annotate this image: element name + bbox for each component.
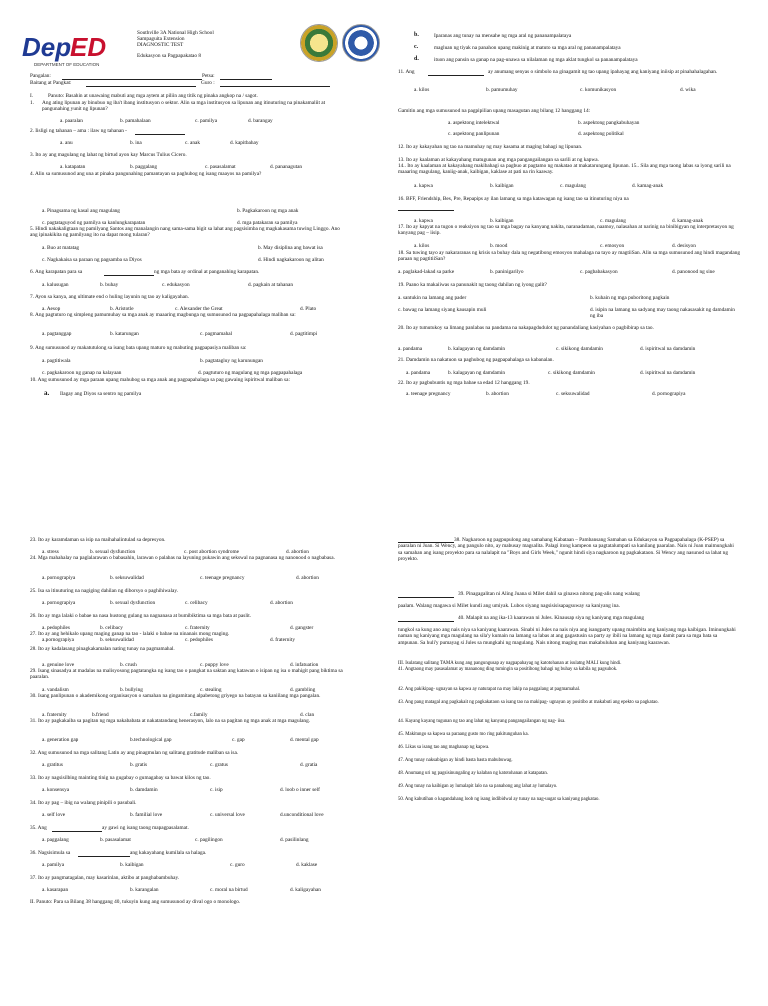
q15-choice-c[interactable]: c. magulang [560,183,586,189]
statement-45: 45. Makitungo sa kapwa sa paraang gusto mo ring pakitunguhan ka. [398,732,529,737]
q9-choice-a[interactable]: a. pagtitiwala [42,358,71,364]
q1-choice-c[interactable]: c. pamilya [195,118,218,124]
q27-choice-c[interactable]: c. pedophiles [185,637,213,643]
q14-15-text: 14.. Ito ay kaalaman at kakayahang makibahagi sa pagbuo at pagtamo ng makatao at makatarungang lipunan. 15.. Sila ang mga taong labas sa iyong sarili na maaaring magulang, kaniig-anak, kaibigan, kaklase at pati na rin kaaway. [398,163,731,176]
statement-46: 46. Likas sa isang tao ang maghanap ng kapwa. [398,745,490,750]
q36-choice-d[interactable]: d. kaklase [296,862,318,868]
q18-choice-c[interactable]: c. pagbabakasyon [580,269,618,275]
q5-text: 5. Hindi nakakaligtaan ng pamilyang Santos ang manalangin nang sama-sama bigit sa lahat ang pagsisimba ng magkakasama tuwing Linggo. Ano ang ipinakikita ng pamilyang ito na dapat mong tularan? [30,226,340,239]
q11-text-end: ay anumang senyas o simbolo na ginagamit ng tao upang ipahayag ang kaniyang iniisip at pinahahalagahan. [488,69,718,75]
q22-choice-c[interactable]: c. seksuwalidad [556,391,590,397]
q16-choice-b[interactable]: b. kaibigan [490,218,514,224]
q18-choice-d[interactable]: d. panonood ng sine [672,269,715,275]
q26-choice-c[interactable]: c. fraternity [185,625,210,631]
division-seal-right [342,24,380,62]
q3-text: 3. Ito ay ang magulang ng lahat ng birtud ayon kay Marcus Tulius Cicero. [30,152,187,158]
part2-instruction: II. Panuto: Para sa Bilang 38 hanggang 40, tukuyin kung ang sumusunod ay dival ogo o monologo. [30,899,241,905]
q26-text: 26. Ito ay mga lalaki o babae na nasa hustong gulang na nagnanasa at bumibiktima sa mga bata at paslit. [30,613,252,619]
q20-choice-b[interactable]: b. kalagayan ng damdamin [448,346,506,352]
q3-choice-a[interactable]: a. katapatan [60,164,86,170]
q23-choice-b[interactable]: b. sexual dysfunction [90,549,136,555]
q30-choice-c[interactable]: c.family [190,712,208,718]
q36-blank[interactable] [78,856,130,857]
q21-choice-b[interactable]: b. kalagayan ng damdamin [448,370,506,376]
q30-choice-a[interactable]: a. fraternity [42,712,67,718]
q34-text: 34. Ito ay pag – ibig na walang pinipili o pasubali. [30,800,137,806]
q40-blank[interactable] [398,621,454,622]
q37-text: 37. Ito ay pangmatagalan, may kasarinlan, aktibo at panghabambuhay. [30,875,180,881]
q27-choice-d[interactable]: d. fraternity [270,637,296,643]
q6-text-start: 6. Ang karapatan para sa [30,269,83,275]
q8-text: 8. Ang pagtuturo ng simpleng pamumuhay sa mga anak ay maaaring magbunga ng sumusunod na pagpapahalaga maliban sa: [30,312,296,318]
q6-blank[interactable] [104,275,154,276]
q7-choice-b[interactable]: b. Aristotle [110,306,134,312]
q6-choice-d[interactable]: d. pagkain at tahanan [248,282,294,288]
q16-choice-c[interactable]: c. magulang [600,218,626,224]
q10-choice-c-label[interactable]: c. [414,44,419,50]
q8-choice-d[interactable]: d. pagtitimpi [290,331,318,337]
q28-choice-b[interactable]: b. crush [120,662,137,668]
q20-choice-d[interactable]: d. ispiritwal na damdamin [640,346,696,352]
q34-choice-b[interactable]: b. familial love [130,812,163,818]
q2-blank[interactable] [135,134,185,135]
q3-choice-b[interactable]: b. paggalang [130,164,158,170]
q36-choice-c[interactable]: c. guro [230,862,245,868]
q27-choice-a[interactable]: a.pornograpiya [42,637,74,643]
q34-choice-d[interactable]: d.unconditional love [280,812,324,818]
q21-text: 21. Damdamin na nakatuon sa paghubog ng pagpapahalaga sa kabanalan. [398,357,554,363]
q1-choice-d[interactable]: d. barangay [248,118,273,124]
q6-text-end: ng mga bata ay ordinal at panganahing karapatan. [154,269,260,275]
q5-choice-b[interactable]: b. May disiplina ang bawat isa [258,245,323,251]
q12-14-option-c: c. aspektong panlipunan [448,131,500,137]
q11-text-start: 11. Ang [398,69,415,75]
statement-43: 43. Ang pang matagal ang pagkakait ng pagkakataon sa isang tao na makipag- ugnayan ay positibo at makabuti ang epekto sa pagkatao. [398,700,659,705]
q1-number: 1. [30,100,34,106]
statement-48: 48. Anumang uri ng pagsisinungaling ay kalaban ng katotohanan at katapatan. [398,771,548,776]
statement-41: 41. Angtaong may pasasalamat ay mananong ding tumingin sa positibong bahagi ng buhay sa kabila ng pagsubok. [398,667,618,672]
q12-14-option-d: d. aspektong politikal [578,131,624,137]
q37-choice-b[interactable]: b. karangalan [130,887,159,893]
q19-choice-a[interactable]: a. santukin na lamang ang pader [398,295,467,301]
q39-blank[interactable] [398,597,454,598]
q9-choice-d[interactable]: d. pagtuturo ng magulang ng mga pagpapahalaga [198,370,303,376]
q39-text-line2: paalam. Walang magawa si Milet kundi ang umiyak. Lubos siyang nagsisisisapagsuway sa kaniyang ina. [398,603,620,609]
q30-text: 30. Isang panlipunan o akademikong organisasyon o samahan na gingamitang alpabetong griyego na batayan sa kaniilang mga pangalan. [30,693,321,699]
q27-choice-b[interactable]: b. seksuwalidad [100,637,134,643]
q8-choice-a[interactable]: a. pagtanggap [42,331,72,337]
q7-choice-c[interactable]: c. Alexander the Great [175,306,223,312]
statement-49: 49. Ang tunay na kaibigan ay lumalapit lalo na sa panahong ang lahat ay lumalayo. [398,784,558,789]
q10-choice-a-label[interactable]: a. [44,389,50,397]
q16-text: 16. BFF, Friendship, Bes, Pre, Repapips ay ilan lamang sa mga katawagan ng isang tao sa itinuturing niya na [398,196,629,202]
q12-text: 12. Ito ay kakayahan ng tao na mamuhay ng may kasama at maging bahagi ng lipunan. [398,144,583,150]
q17-text: 17. Ito ay kapyat na tugon o reaksiyon ng tao sa mga bagay na kanyang nakita, naranadaman, naamoy, nalasahan at narinig na binibigyan ng interpretasyon ng kanyang pag – iisip. [398,224,734,237]
q12-14-option-b: b. aspektong pangkabuhayan [578,120,640,126]
q2-choice-a[interactable]: a. anu [60,140,73,146]
baitang-line[interactable] [86,86,196,87]
q37-choice-c[interactable]: c. moral na birtud [210,887,248,893]
q21-choice-c[interactable]: c. sikikong damdamin [548,370,595,376]
q23-choice-d[interactable]: d. abortion [286,549,309,555]
guro-line[interactable] [220,86,330,87]
statement-47: 47. Ang tunay naksabigan ay hindi basta basta mabubuwag. [398,758,513,763]
q26-choice-d[interactable]: d. gangster [290,625,314,631]
q31-choice-b[interactable]: b.technological gap [130,737,172,743]
q17-choice-b[interactable]: b. mood [490,243,508,249]
q4-choice-a[interactable]: a. Pinagsama ng kasal ang magulang [42,208,120,214]
part3-instruction: III. Isulatang salitang TAMA kung ang pangungusap ay nagpapahayag ng katotohanan at isulatng MALI kung hindi. [398,661,622,666]
q9-text: 9. Ang sumusunod ay makatutulong sa isang bata upang maturo ng mabuting pagpapasiya maliban sa: [30,345,247,351]
q20-choice-a[interactable]: a. pandama [398,346,423,352]
q6-choice-c[interactable]: c. edukasyon [162,282,190,288]
q18-choice-b[interactable]: b. paninigarilyo [490,269,524,275]
q10-choice-b[interactable]: Iparanas ang tunay na mensahe ng mga aral ng pananampalataya [434,33,572,39]
q16-blank[interactable] [398,210,454,211]
q32-choice-a[interactable]: a. gratitus [42,762,63,768]
deped-logo [20,26,107,72]
q29-choice-d[interactable]: d. gambling [290,687,316,693]
q22-choice-b[interactable]: b. abortion [486,391,509,397]
q17-choice-d[interactable]: d. desisyon [672,243,696,249]
q32-text: 32. Ang sumusunod na mga salitang Latin ay ang pinagmulan ng salitang gratitude maliban sa isa. [30,750,239,756]
q11-choice-c[interactable]: c. komunikasyon [580,87,617,93]
q28-choice-c[interactable]: c. puppy love [200,662,229,668]
q5-choice-d[interactable]: d. Hindi nagkakaroon ng alitan [258,257,324,263]
q33-choice-a[interactable]: a. konsensya [42,787,70,793]
q23-choice-a[interactable]: a. stress [42,549,59,555]
q20-choice-c[interactable]: c. sikikong damdamin [556,346,603,352]
q1-choice-a[interactable]: a. paaralan [60,118,83,124]
part1-instruction: Panuto: Basahin at unawaing mabuti ang mga aytem at piliin ang titik ng pinaka angkop na / sagot. [48,93,258,99]
q25-choice-a[interactable]: a. pornograpiya [42,600,76,606]
q26-choice-b[interactable]: b. celibacy [100,625,123,631]
q28-choice-d[interactable]: d. infatuation [290,662,319,668]
q32-choice-c[interactable]: c. gratus [210,762,228,768]
q22-text: 22. Ito ay pagbubuntis ng mga babae sa edad 12 hanggang 19. [398,380,530,386]
q13-text: 13. Ito ay kaalaman at kakayahang matugunan ang mga pangangailangan sa sarili at ng kapwa. [398,157,599,163]
q27-text: 27. Ito ay ang hehikalo upang maging ganap na tao - lalaki o babae na ninanais mong maging. [30,631,230,637]
q19-choice-d[interactable]: d. isipin na lamang na sadyang may taong nakasasakit ng damdamin ng iba [590,307,735,320]
school-name: Southville 3A National High School [137,30,214,36]
q20-text: 20. Ito ay tumutukoy sa limang panlabas na pandama na nakapagdudulot ng panandaliang kasiyahan o pagbibirap sa tao. [398,325,654,331]
q21-choice-a[interactable]: a. pandama [406,370,431,376]
q35-choice-c[interactable]: c. pagilingon [195,837,223,843]
q36-choice-a[interactable]: a. pamilya [42,862,65,868]
q10-choice-d[interactable]: ituon ang pansin sa ganap na pag-unawa sa nilalaman ng mga aklat tungkol sa pananampalataya [434,57,638,63]
q25-choice-d[interactable]: d. abortion [270,600,293,606]
school-extension: Sampaguita Extension [137,36,185,42]
q2-choice-d[interactable]: d. kapitbahay [230,140,259,146]
q36-text-end: ang kakayahang kumilala sa halaga. [130,850,207,856]
q23-choice-c[interactable]: c. post abortion syndrome [184,549,240,555]
q19-choice-b[interactable]: b. kuhain ng mga puboritong pagkain [590,295,670,301]
q11-choice-a[interactable]: a. kilos [414,87,430,93]
q18-text: 18. Sa tuwing tayo ay nakararanas ng krisis sa buhay dala ng negatibong emosyon mahalaga na tayo ay magtiiSan. Alin sa mga sumusunod ang hindi magandang paraan ng pagtitiiSan? [398,250,741,263]
svg-text:DEPARTMENT OF EDUCATION: DEPARTMENT OF EDUCATION [34,62,100,67]
q31-choice-a[interactable]: a. generation gap [42,737,79,743]
q24-choice-a[interactable]: a. pornograpiya [42,575,76,581]
q35-choice-d[interactable]: d. pasilinlang [280,837,309,843]
subject: Edukasyon sa Pagpapakatao 8 [137,53,201,59]
q37-choice-d[interactable]: d. kaligayahan [290,887,321,893]
q33-text: 33. Ito ay nagsisilbing mainting tinig na gugabay o gumagabay sa bawat kilos ng tao. [30,775,211,781]
petsa-label: Petsa: [202,73,215,79]
q30-choice-b[interactable]: b.friend [92,712,109,718]
q31-text: 31. Ito ay pagkakaiba sa pagitan ng mga nakababata at nakatatandang henerasyon, lalo na sa pagitan ng mga anak at mga magulang. [30,718,311,724]
petsa-line[interactable] [220,79,272,80]
q11-choice-d[interactable]: d. wika [680,87,696,93]
q29-choice-b[interactable]: b. bullying [120,687,143,693]
deped-logo-graphic [20,26,107,72]
q35-text-end: ay gawi ng isang taong mapagpasalamat. [102,825,189,831]
q7-choice-a[interactable]: a. Aesop [42,306,61,312]
q4-text: 4. Alin sa sumusunod ang una at pinaka pangunahing pamantayan sa paghubog ng isang maayos na pamilya? [30,171,262,177]
q10-choice-a[interactable]: Ilagay ang Diyos sa sentro ng pamilya [60,391,142,397]
q7-choice-d[interactable]: d. Plato [300,306,317,312]
q11-choice-b[interactable]: b. pamumuhay [486,87,518,93]
q8-choice-b[interactable]: b. katarungan [110,331,139,337]
q29-choice-a[interactable]: a. vandalism [42,687,69,693]
q24-choice-c[interactable]: c. teenage pregnancy [200,575,245,581]
q17-choice-a[interactable]: a. kilos [414,243,430,249]
q35-choice-a[interactable]: a. paggalang [42,837,69,843]
guro-label: Guro : [201,80,215,86]
q17-choice-c[interactable]: c. emosyon [600,243,625,249]
q22-choice-d[interactable]: d. pornograpiya [652,391,686,397]
q4-choice-d[interactable]: d. mga patakaran sa pamilya [237,220,298,226]
q32-choice-d[interactable]: d. gratia [300,762,318,768]
q21-choice-d[interactable]: d. ispiritwal na damdamin [640,370,696,376]
q15-choice-b[interactable]: b. kaibigan [490,183,514,189]
baitang-label: Baitang at Pangkat: [30,80,72,86]
part1-label: I. [30,93,34,99]
test-title: DIAGNOSTIC TEST [137,42,184,48]
q19-text: 19. Paano ka makaiiwas sa panunakit ng taong dahilan ng iyong galit? [398,282,547,288]
statement-44: 44. Kayang kayang tugunan ng tao ang lahat ng kanyang pangangailangan ng nag- iisa. [398,719,566,724]
q33-choice-c[interactable]: c. isip [210,787,223,793]
q10-choice-d-label[interactable]: d. [414,56,419,62]
q5-choice-a[interactable]: a. Buo at matatag [42,245,80,251]
q1-text: Ang ating lipunan ay binubuo ng iba't ibang institusyon o sektor. Alin sa mga institusyon sa lipunan ang itinuturing na pinakamaliit at pangunahing yunit ng lipunan? [42,100,326,113]
q1-choice-b[interactable]: b. pamahalaan [120,118,151,124]
q28-text: 28. Ito ay kadalasang pinagkakamalan nating tunay na pagmamahal. [30,646,175,652]
q40-text-rest: tungkol sa kung ano ang nais niya sa kaniyang kaarawan. Sinabi ni Jules na nais niya ang isangparty upang maimbita ang kaniyang mga kaibigan. Iminungkahi naman ng kaniyang mga magulang na sila'y kumain na lamang sa labas at ang gagastusin sa party ay ibili na lamang ng mga damit para sa mga bata sa ampunan. Sa huli'y pumayag si Jules sa mungkahi ng magulang. Nais nitong maging mas makabuluhan ang kaniyang kaarawan. [398,627,736,646]
q34-choice-a[interactable]: a. self love [42,812,66,818]
q35-text-start: 35. Ang [30,825,47,831]
q29-text: 29. Isang sinasadya at madalas na malisyosong pagtatangka ng isang tao o pangkat na saktan ang katawan o isipan ng isa o mahigit pang biktima sa paaralan. [30,668,343,681]
q26-choice-a[interactable]: a. pedophiles [42,625,70,631]
q22-choice-a[interactable]: a. teenage pregnancy [406,391,451,397]
q2-text: 2. Iisligi ng tahanan – ama : ilaw ng tahanan - [30,128,127,134]
svg-text:ED: ED [70,32,107,62]
pangalan-line[interactable] [62,79,202,80]
statement-42: 42. Ang pakikipag- ugnayan sa kapwa ay naturapat na may lakip na paggalang at pagmamahal. [398,687,581,692]
q6-choice-a[interactable]: a. kalusugan [42,282,69,288]
q29-choice-c[interactable]: c. stealing [200,687,222,693]
q4-choice-c[interactable]: c. pagtataguyod ng pamilya sa kanlungkarapatan [42,220,146,226]
q6-choice-b[interactable]: b. buhay [100,282,119,288]
q24-choice-b[interactable]: b. seksuwalidad [110,575,144,581]
q24-text: 24. Mga mahahalay na paglalarawan o babasahin, larawan o palabas na layuning pukawin ang sekswal na pagnanasa ng nanonood o nagbabasa. [30,555,335,561]
q10-text: 10. Ang sumusunod ay mga paraan upang mahubog sa mga anak ang pagpapahalaga sa pag gawaing ispiritwal maliban sa: [30,377,290,383]
q7-text: 7. Ayon sa kanya, ang ultimate end o huling layunin ng tao ay kaligayahan. [30,294,189,300]
q12-14-option-a: a. aspektong intelektwal [448,120,500,126]
q36-text-start: 36. Nagsisimula sa [30,850,71,856]
q31-choice-c[interactable]: c. gap [232,737,245,743]
q33-choice-b[interactable]: b. damdamin [130,787,158,793]
q15-choice-d[interactable]: d. kamag-anak [632,183,664,189]
school-seal-left [300,24,338,62]
q25-choice-b[interactable]: b. sexual dysfunction [110,600,156,606]
q18-choice-a[interactable]: a. paglakad-lakad sa parke [398,269,455,275]
statement-50: 50. Ang kabutihan o kagandahang loob ng isang indibidwal ay tunay na nag-uugat sa kaniyang pagkatao. [398,797,600,802]
q4-choice-b[interactable]: b. Pagkakaroon ng mga anak [237,208,299,214]
q12-14-intro: Gamitin ang mga sumusunod na pagpipilian upang masagutan ang bilang 12 hanggang 14: [398,108,591,114]
q25-choice-c[interactable]: c. celibacy [185,600,208,606]
q35-blank[interactable] [52,831,102,832]
q33-choice-d[interactable]: d. loob o inner self [280,787,320,793]
q2-choice-b[interactable]: b. ina [130,140,142,146]
q31-choice-d[interactable]: d. mental gap [290,737,319,743]
q23-text: 23. Ito ay karamdaman sa isip na maihahalintulad sa depresyon. [30,537,166,543]
pangalan-label: Pangalan: [30,73,51,79]
q38-text: 38. Nagkaroon ng pagpupulong ang samahang Kabataan – Pambansang Samahan sa Edukasyon sa Pagpapahalaga (K-PSEP) sa paaralan ni Joan. Si Wency, ang pangulo nito, ay mabusay magsalita. Palagi itong kampeon sa pagtatalumpati sa kanilang paaralan. Nais ni Joan maimungkahi sa samahan ang isang proyekto para sa nalalapit na "Boys and Girls Week," ngunit hindi siya nagkaroon ng pagkakataon. Si Wency ang nasunod sa lahat ng proyekto. [398,537,734,563]
q8-choice-c[interactable]: c. pagmamahal [200,331,233,337]
q28-choice-a[interactable]: a. genuine love [42,662,75,668]
q36-choice-b[interactable]: b. kaibigan [120,862,144,868]
q25-text: 25. Isa sa itinuturing na nagiging dahilan ng diborsyo o paghihiwalay. [30,588,178,594]
q37-choice-a[interactable]: a. kasarapan [42,887,69,893]
svg-text:Dep: Dep [22,32,72,62]
q3-choice-c[interactable]: c. pasasalamat [205,164,236,170]
q5-choice-c[interactable]: c. Nagkakaisa sa paraan ng pagsamba sa Diyos [42,257,142,263]
q16-choice-d[interactable]: d. kamag-anak [672,218,704,224]
q15-choice-a[interactable]: a. kapwa [414,183,433,189]
q19-choice-c[interactable]: c. bawag na lamang siyang kausapin muli [398,307,487,313]
q34-choice-c[interactable]: c. universal love [210,812,245,818]
q9-choice-b[interactable]: b. pagtatagluy ng karunungan [200,358,263,364]
q10-choice-c[interactable]: magluan ng tiyak na panahon upang makinig at matuto sa mga aral ng pananampalataya [434,45,621,51]
q40-text-line1: 40. Malapit na ang ika-13 kaarawan ni Jules. Kinausap siya ng kaniyang mga magulang [458,615,645,621]
q2-choice-c[interactable]: c. anak [185,140,200,146]
q32-choice-b[interactable]: b. gratis [130,762,148,768]
q30-choice-d[interactable]: d. clan [300,712,315,718]
q35-choice-b[interactable]: b. pasasalamat [100,837,131,843]
q10-choice-b-label[interactable]: b. [414,32,419,38]
q24-choice-d[interactable]: d. abortion [296,575,319,581]
q3-choice-d[interactable]: d. pananagutan [270,164,303,170]
q39-text-line1: 39. Pinagagalitan ni Aling Juana si Milet dahil sa ginawa nitong pag-alis nang walang [458,591,640,597]
q9-choice-c[interactable]: c. pagkakaroon ng ganap na kalayaan [42,370,122,376]
q16-choice-a[interactable]: a. kapwa [414,218,433,224]
